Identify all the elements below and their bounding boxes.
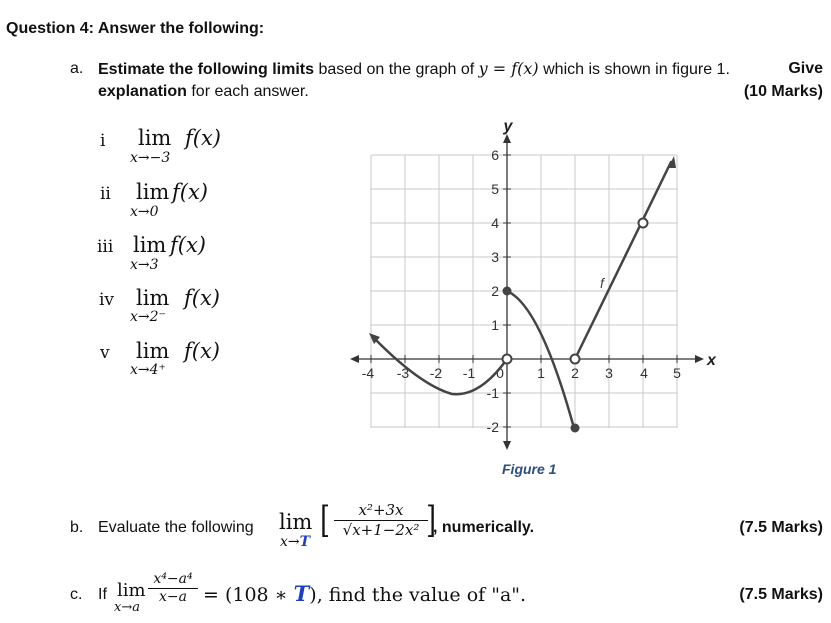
- part-c-letter: c.: [70, 586, 83, 603]
- limit-roman: ii: [100, 184, 111, 204]
- limit-lim: lim: [138, 126, 172, 150]
- question-heading: Question 4: Answer the following:: [6, 20, 265, 37]
- part-c-close: ), find the value of "a".: [309, 584, 527, 606]
- part-a-line-2: [98, 80, 309, 103]
- open-circle-2-0: [571, 355, 580, 364]
- part-a-marks: (10 Marks): [743, 83, 823, 100]
- limit-lim: lim: [133, 233, 167, 257]
- part-b-numerator: x²+3x: [358, 501, 404, 519]
- limit-lim: lim: [136, 286, 170, 310]
- limit-subscript: x→4⁺: [130, 362, 166, 378]
- x-tick-label: 2: [571, 365, 579, 381]
- part-a-for-each: for each answer.: [191, 83, 309, 100]
- limit-lim: lim: [136, 339, 170, 363]
- part-c-equals: = (108 ∗: [203, 584, 288, 606]
- x-tick-label: 0: [496, 365, 504, 381]
- part-c-t: T: [293, 581, 310, 606]
- part-c-lim-subscript: x→a: [114, 600, 140, 615]
- figure-graph: [340, 112, 720, 452]
- x-tick-label: -2: [429, 365, 443, 381]
- limit-subscript: x→2⁻: [130, 309, 166, 325]
- part-a-line-1: [98, 57, 730, 81]
- open-circle-origin: [503, 355, 512, 364]
- x-tick-label: 1: [537, 365, 545, 381]
- y-tick-label: 5: [491, 181, 499, 197]
- y-tick-label: -1: [486, 385, 499, 401]
- x-tick-label: 4: [640, 365, 648, 381]
- x-tick-label: 3: [605, 365, 613, 381]
- part-a-equation: y = f(x): [478, 59, 539, 78]
- closed-circle-2-neg2: [571, 424, 580, 433]
- part-b-marks: (7.5 Marks): [739, 519, 823, 536]
- part-a-bold-intro: Estimate the following limits: [98, 61, 315, 78]
- curve-label: f: [600, 275, 604, 291]
- limit-function: f(x): [185, 126, 222, 150]
- part-b-sub-t: T: [299, 534, 311, 550]
- y-tick-label: 2: [491, 283, 499, 299]
- part-c-numerator: x⁴−a⁴: [153, 571, 193, 587]
- x-tick-label: -3: [396, 365, 410, 381]
- part-c-if: If: [98, 586, 107, 603]
- x-axis-label: x: [707, 352, 716, 369]
- x-tick-label: 5: [673, 365, 681, 381]
- part-b-text: Evaluate the following: [98, 519, 254, 536]
- part-c-fraction: [148, 571, 198, 605]
- limit-function: f(x): [170, 233, 207, 257]
- limit-roman: v: [100, 343, 110, 363]
- x-axis: [350, 355, 704, 363]
- limit-subscript: x→−3: [130, 150, 171, 166]
- limit-roman: iii: [97, 237, 114, 257]
- y-tick-label: 3: [491, 249, 499, 265]
- part-a-give: Give: [788, 60, 823, 77]
- part-a-letter: a.: [70, 60, 84, 77]
- y-tick-label: 4: [491, 215, 499, 231]
- part-c-marks: (7.5 Marks): [739, 586, 823, 603]
- part-b-letter: b.: [70, 519, 84, 536]
- x-tick-label: -1: [462, 365, 476, 381]
- closed-circle-0-2: [503, 287, 512, 296]
- y-tick-label: 6: [491, 147, 499, 163]
- y-tick-label: 1: [491, 317, 499, 333]
- limit-lim: lim: [136, 180, 170, 204]
- limit-subscript: x→0: [130, 204, 159, 220]
- part-b-lim-subscript: [280, 534, 310, 550]
- part-c-equation: [203, 581, 526, 606]
- limit-function: f(x): [184, 286, 221, 310]
- graph-grid: [371, 155, 677, 428]
- part-c-denominator: x−a: [148, 588, 198, 605]
- limit-function: f(x): [184, 339, 221, 363]
- curve-arrow-right: [668, 156, 676, 168]
- part-a-explanation: explanation: [98, 83, 187, 100]
- part-b-bracket-right: ]: [426, 500, 436, 541]
- part-b-sub-prefix: x→: [280, 534, 300, 550]
- curve-segment-right: [575, 162, 671, 359]
- y-tick-label: -2: [486, 419, 499, 435]
- part-c-lim: lim: [117, 580, 146, 601]
- limit-subscript: x→3: [130, 257, 159, 273]
- part-a-text-mid: based on the graph of: [318, 61, 475, 78]
- open-circle-4-4: [639, 219, 648, 228]
- part-b-suffix: , numerically.: [433, 519, 535, 536]
- part-b-denominator: √x+1−2x²: [334, 520, 428, 539]
- limit-function: f(x): [172, 180, 209, 204]
- limit-roman: i: [100, 131, 106, 151]
- part-b-bracket-left: [: [320, 500, 330, 541]
- x-tick-label: -4: [361, 365, 375, 381]
- figure-caption: Figure 1: [502, 461, 557, 477]
- function-curve: [373, 162, 671, 428]
- limit-roman: iv: [99, 290, 115, 310]
- part-b-fraction: [334, 501, 428, 539]
- part-a-text-end: which is shown in figure 1.: [543, 61, 730, 78]
- y-axis-label: y: [503, 118, 513, 135]
- part-b-lim: lim: [279, 510, 313, 534]
